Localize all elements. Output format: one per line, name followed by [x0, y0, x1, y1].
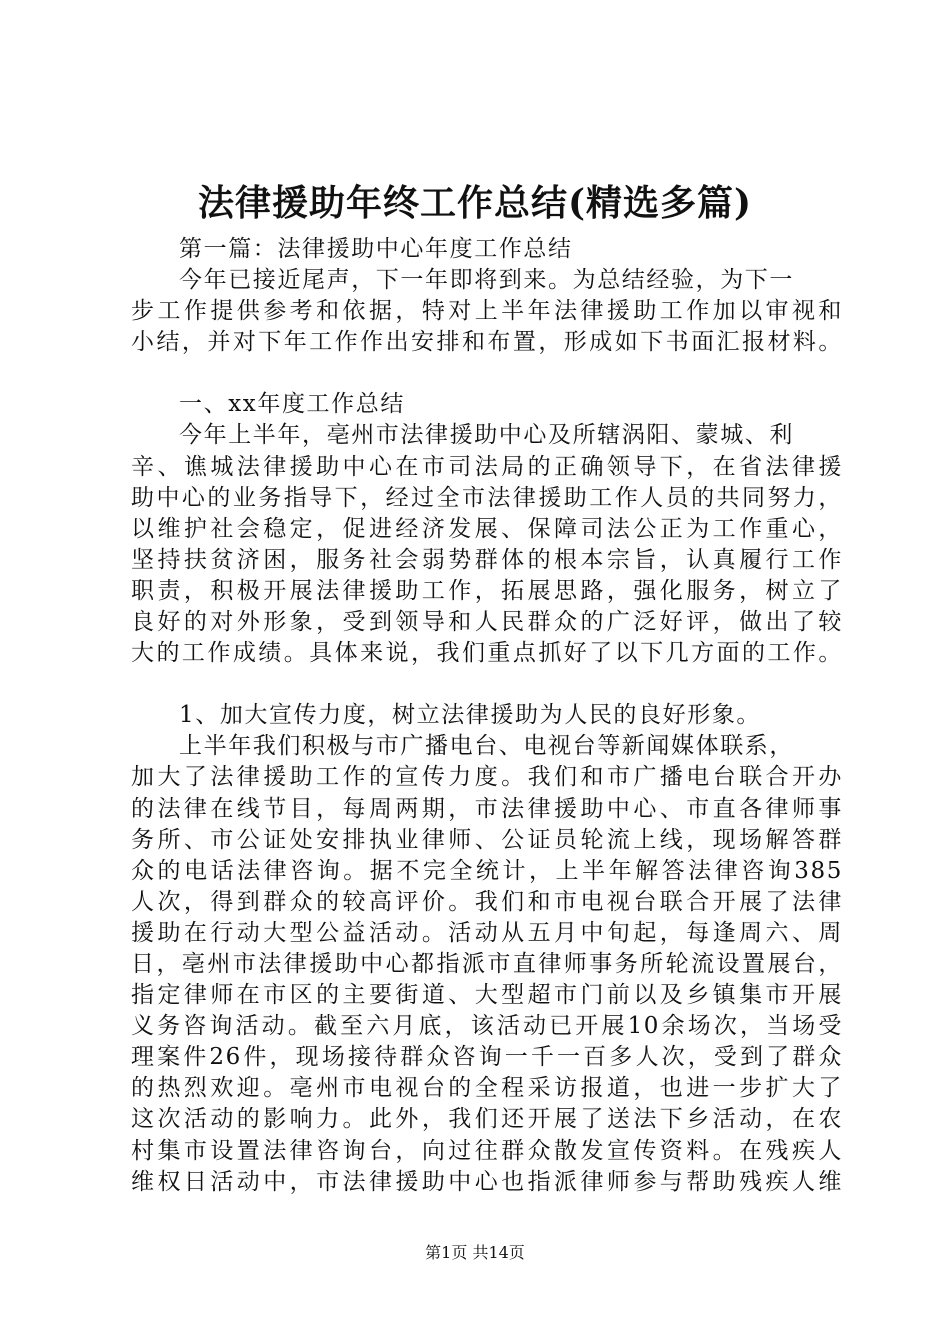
text-line: 这次活动的影响力。此外，我们还开展了送法下乡活动，在农	[131, 1106, 843, 1133]
text-line: 步工作提供参考和依据，特对上半年法律援助工作加以审视和	[131, 298, 843, 325]
paragraph-gap	[131, 358, 843, 389]
text-line: 的法律在线节目，每周两期，市法律援助中心、市直各律师事	[131, 795, 843, 822]
text-line: 职责，积极开展法律援助工作，拓展思路，强化服务，树立了	[131, 577, 843, 604]
text-line: 众的电话法律咨询。据不完全统计，上半年解答法律咨询385	[131, 857, 843, 884]
text-line: 一、xx年度工作总结	[179, 391, 405, 418]
text-line: 今年已接近尾声，下一年即将到来。为总结经验，为下一	[179, 267, 794, 294]
page-footer: 第1页 共14页	[425, 1243, 525, 1262]
text-line: 维权日活动中，市法律援助中心也指派律师参与帮助残疾人维	[131, 1168, 843, 1195]
text-line: 务所、市公证处安排执业律师、公证员轮流上线，现场解答群	[131, 826, 843, 853]
text-line: 助中心的业务指导下，经过全市法律援助工作人员的共同努力，	[131, 484, 843, 511]
text-line: 人次，得到群众的较高评价。我们和市电视台联合开展了法律	[131, 888, 843, 915]
text-line: 村集市设置法律咨询台，向过往群众散发宣传资料。在残疾人	[131, 1137, 843, 1164]
text-line: 小结，并对下年工作作出安排和布置，形成如下书面汇报材料。	[131, 329, 843, 356]
text-line: 大的工作成绩。具体来说，我们重点抓好了以下几方面的工作。	[131, 640, 843, 667]
text-line: 上半年我们积极与市广播电台、电视台等新闻媒体联系，	[179, 733, 794, 760]
text-line: 日，亳州市法律援助中心都指派市直律师事务所轮流设置展台，	[131, 950, 843, 977]
text-line: 以维护社会稳定，促进经济发展、保障司法公正为工作重心，	[131, 515, 843, 542]
text-line: 加大了法律援助工作的宣传力度。我们和市广播电台联合开办	[131, 764, 843, 791]
text-line: 指定律师在市区的主要街道、大型超市门前以及乡镇集市开展	[131, 982, 843, 1009]
document-body	[131, 234, 843, 1198]
text-line: 辛、谯城法律援助中心在市司法局的正确领导下，在省法律援	[131, 453, 843, 480]
text-line: 的热烈欢迎。亳州市电视台的全程采访报道，也进一步扩大了	[131, 1075, 843, 1102]
text-line: 今年上半年，亳州市法律援助中心及所辖涡阳、蒙城、利	[179, 422, 794, 449]
text-line: 第一篇：法律援助中心年度工作总结	[179, 236, 573, 262]
document-title: 法律援助年终工作总结(精选多篇)	[197, 182, 753, 224]
text-line: 坚持扶贫济困，服务社会弱势群体的根本宗旨，认真履行工作	[131, 546, 843, 573]
text-line: 义务咨询活动。截至六月底，该活动已开展10余场次，当场受	[131, 1013, 843, 1040]
text-line: 良好的对外形象，受到领导和人民群众的广泛好评，做出了较	[131, 609, 843, 636]
text-line: 理案件26件，现场接待群众咨询一千一百多人次，受到了群众	[131, 1044, 843, 1071]
text-line: 1、加大宣传力度，树立法律援助为人民的良好形象。	[179, 702, 762, 729]
paragraph-gap	[131, 669, 843, 700]
text-line: 援助在行动大型公益活动。活动从五月中旬起，每逢周六、周	[131, 919, 843, 946]
